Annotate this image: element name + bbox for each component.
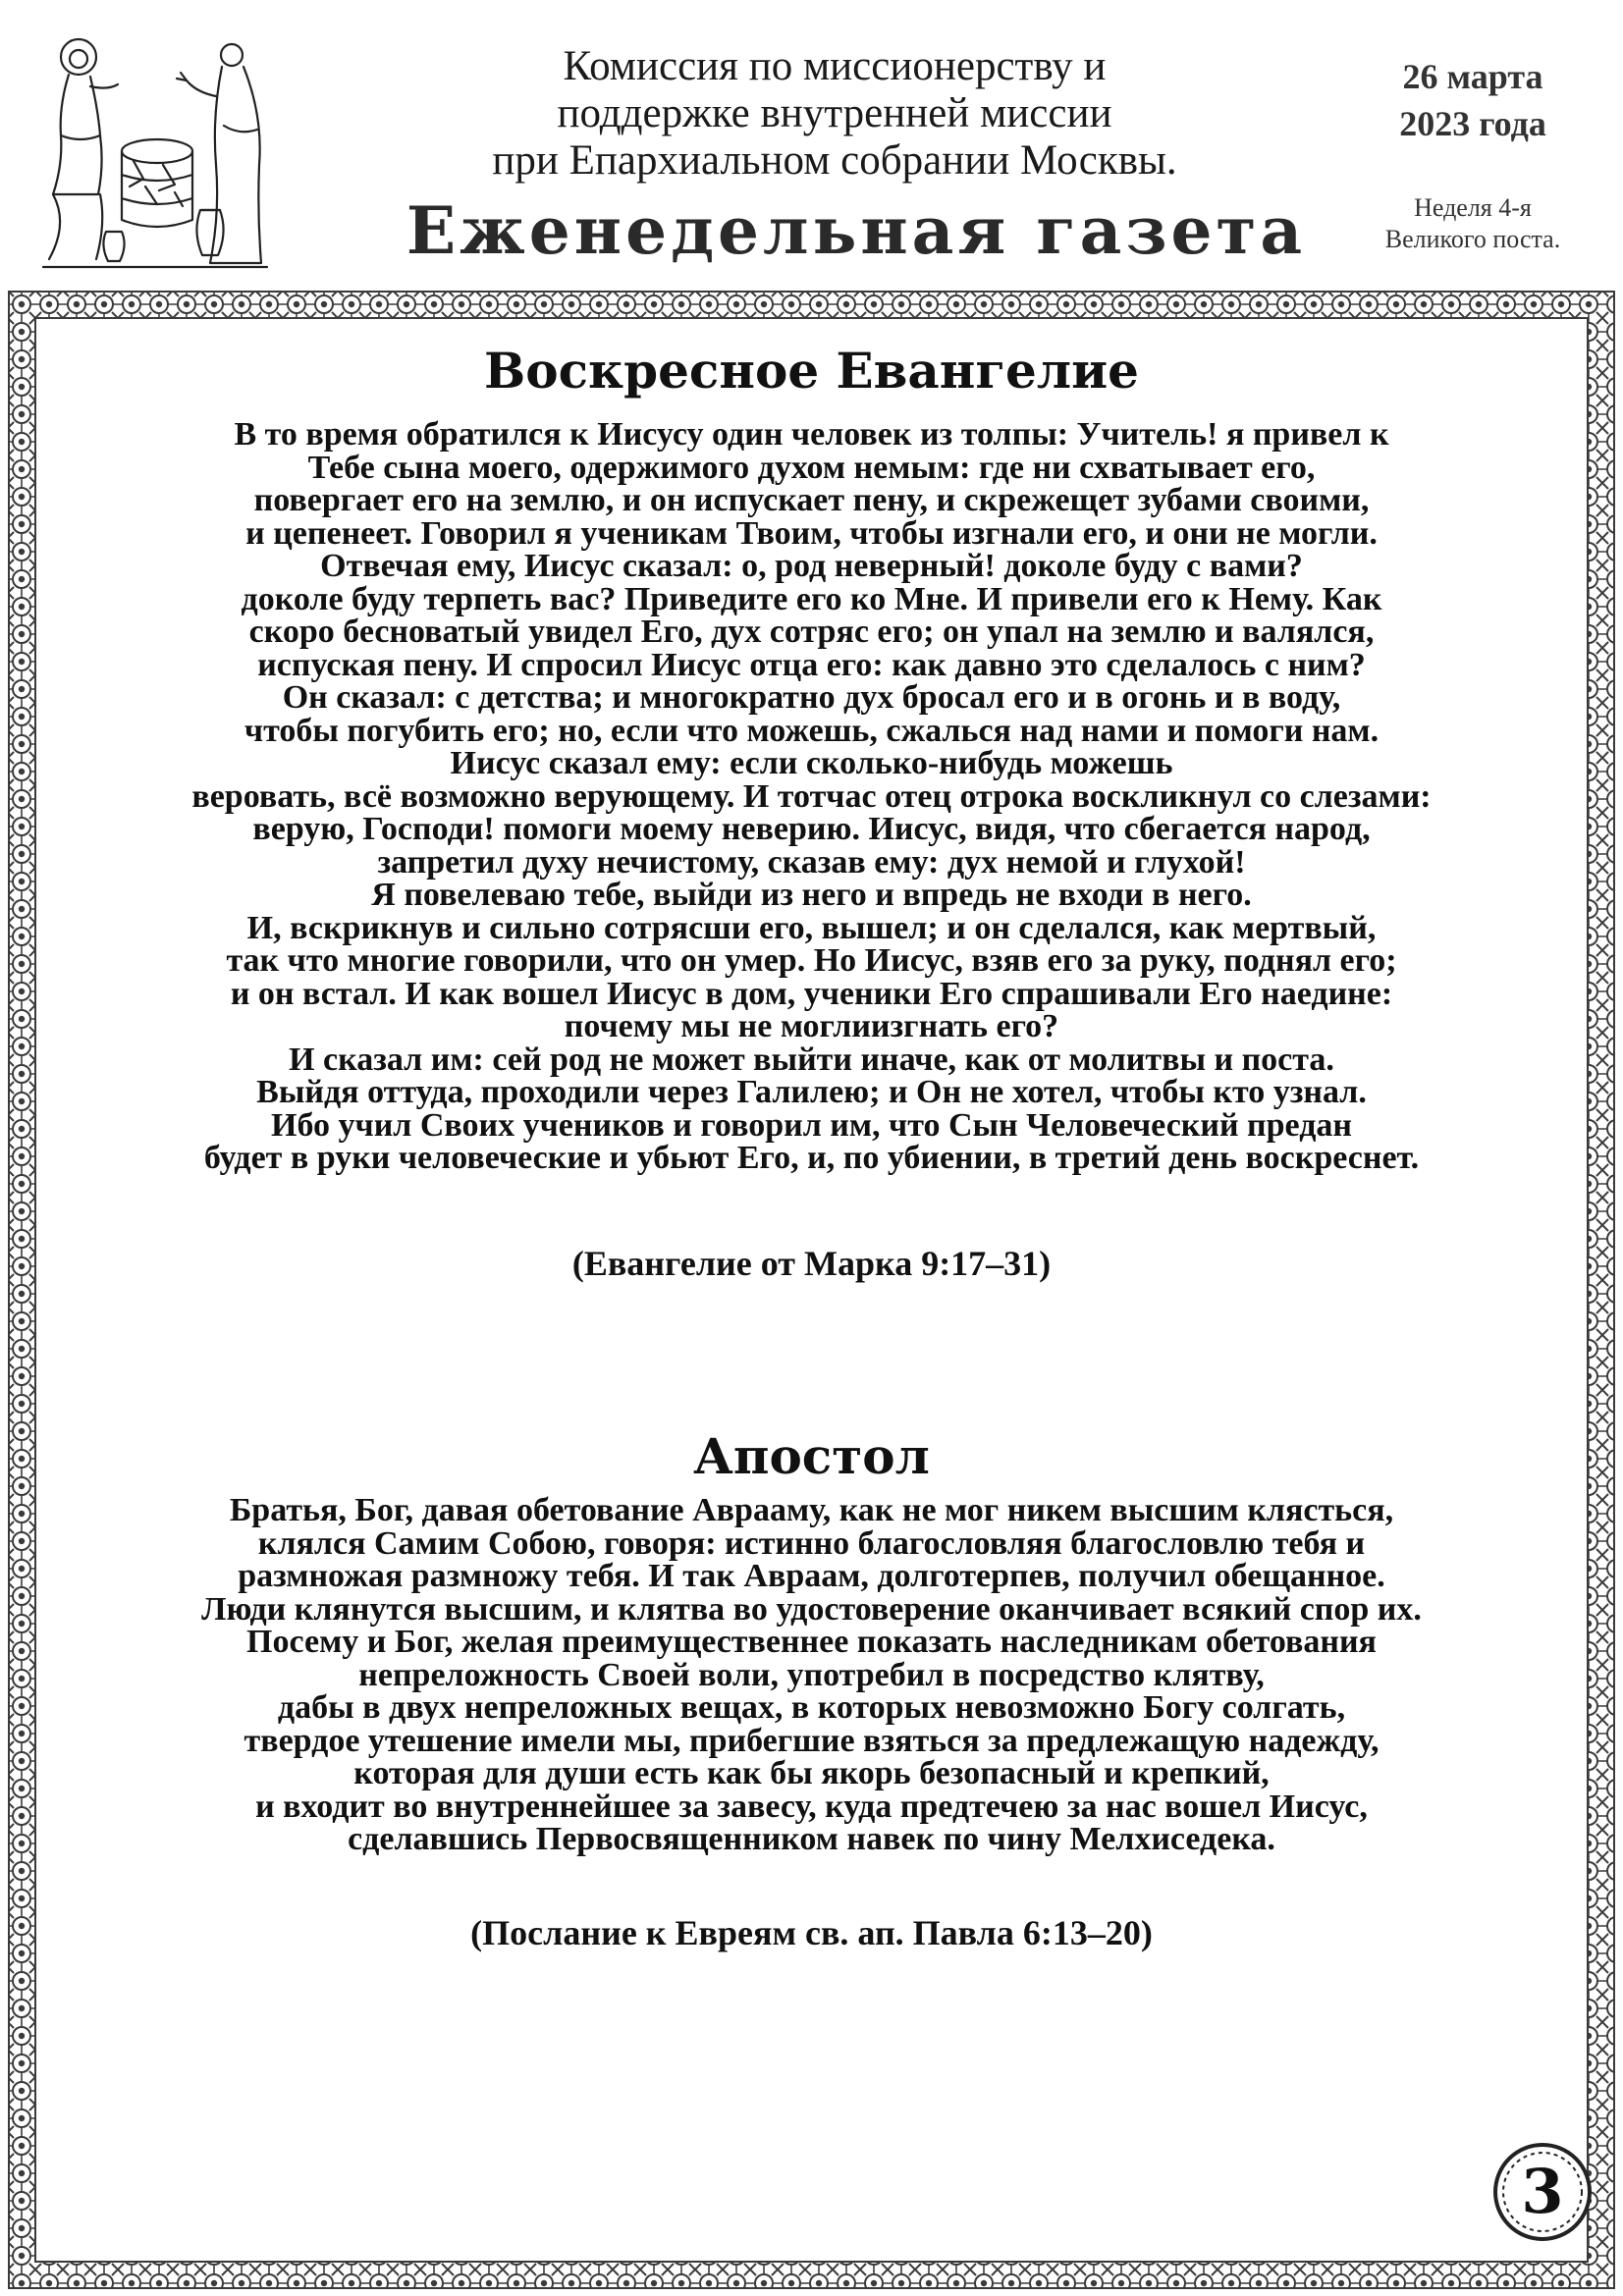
apostle-line: непреложность Своей воли, употребил в посредство клятву, [358,1656,1265,1693]
week-line: Неделя 4-я [1414,193,1532,222]
gospel-line: доколе буду терпеть вас? Приведите его ко Мне. И привели его к Нему. Как [241,580,1382,617]
commission-line: поддержке внутренней миссии [557,90,1112,136]
commission-line: Комиссия по миссионерству и [563,43,1107,89]
issue-date [1355,53,1591,147]
gospel-line: Он сказал: с детства; и многократно дух бросал его и в огонь и в воду, [282,679,1341,716]
gospel-reference: (Евангелие от Марка 9:17–31) [571,1244,1052,1283]
icon-illustration [39,27,271,273]
gospel-line: И сказал им: сей род не может выйти иначе, как от молитвы и поста. [289,1041,1334,1078]
gospel-line: Отвечая ему, Иисус сказал: о, род неверный! доколе буду с вами? [320,548,1303,584]
date-line: 2023 года [1399,104,1546,143]
gospel-line: повергает его на землю, и он испускает пену, и скрежещет зубами своими, [253,482,1370,518]
gospel-title: Воскресное Евангелие [484,342,1139,400]
apostle-reference: (Послание к Евреям св. ап. Павла 6:13–20) [470,1913,1153,1952]
week-line: Великого поста. [1384,225,1561,253]
gospel-line: почему мы не моглиизгнать его? [564,1008,1059,1044]
newspaper-title: Еженедельная газета [406,192,1307,269]
commission-line: при Епархиальном собрании Москвы. [492,137,1177,184]
gospel-line: Иисус сказал ему: если сколько-нибудь можешь [450,745,1173,781]
apostle-line: Люди клянутся высшим, и клятва во удостоверение оканчивает всякий спор их. [201,1590,1422,1628]
gospel-line: Я повелеваю тебе, выйди из него и впредь не входи в него. [371,877,1252,913]
gospel-line: испуская пену. И спросил Иисус отца его: как давно это сделалось с ним? [257,646,1366,683]
commission-name [403,43,1267,185]
apostle-line: сделавшись Первосвященником навек по чину Мелхиседека. [348,1821,1275,1857]
page-number-medallion [1490,2140,1595,2244]
date-line: 26 марта [1402,57,1543,96]
apostle-line: дабы в двух непреложных вещах, в которых невозможно Богу солгать, [277,1689,1346,1726]
gospel-text [39,418,1584,1175]
gospel-line: И, вскрикнув и сильно сотрясши его, вышел; и он сделался, как мертвый, [246,909,1377,946]
apostle-line: и входит во внутреннейшее за завесу, куда предтечею за нас вошел Иисус, [255,1788,1368,1825]
gospel-line: скоро бесноватый увидел Его, дух сотряс его; он упал на землю и валялся, [248,614,1375,650]
apostle-line: твердое утешение имели мы, прибегшие взяться за предлежащую надежду, [243,1722,1380,1759]
gospel-line: запретил духу нечистому, сказав ему: дух немой и глухой! [377,843,1246,881]
apostle-line: размножая размножу тебя. И так Авраам, долготерпев, получил обещанное. [238,1558,1385,1594]
gospel-line: верую, Господи! помоги моему неверию. Иисус, видя, что сбегается народ, [252,811,1371,847]
gospel-line: чтобы погубить его; но, если что можешь, сжалься над нами и помоги нам. [243,712,1380,749]
gospel-line: так что многие говорили, что он умер. Но Иисус, взяв его за руку, поднял его; [226,942,1397,979]
apostle-line: Посему и Бог, желая преимущественнее показать наследникам обетования [246,1624,1377,1660]
gospel-line: веровать, всё возможно верующему. И тотчас отец отрока воскликнул со слезами: [191,777,1432,815]
gospel-line: Ибо учил Своих учеников и говорил им, что Сын Человеческий предан [271,1106,1352,1144]
page-number: 3 [1521,2156,1564,2227]
gospel-line: Тебе сына моего, одержимого духом немым: где ни схватывает его, [307,449,1316,486]
gospel-line: и он встал. И как вошел Иисус в дом, ученики Его спрашивали Его наедине: [230,975,1393,1012]
apostle-title: Апостол [693,1427,930,1485]
gospel-line: будет в руки человеческие и убьют Его, и, по убиении, в третий день воскреснет. [203,1140,1420,1176]
apostle-line: клялся Самим Собою, говоря: истинно благословляя благословлю тебя и [257,1524,1366,1562]
apostle-line: которая для души есть как бы якорь безопасный и крепкий, [353,1755,1270,1791]
gospel-line: и цепенеет. Говорил я ученикам Твоим, чтобы изгнали его, и они не могли. [245,514,1378,552]
gospel-line: В то время обратился к Иисусу один человек из толпы: Учитель! я привел к [234,416,1389,453]
apostle-line: Братья, Бог, давая обетование Аврааму, как не мог никем высшим клясться, [229,1492,1394,1528]
newspaper-header [0,0,1623,294]
apostle-text [39,1494,1584,1856]
gospel-line: Выйдя оттуда, проходили через Галилею; и Он не хотел, чтобы кто узнал. [256,1074,1367,1110]
liturgical-week [1337,192,1608,255]
